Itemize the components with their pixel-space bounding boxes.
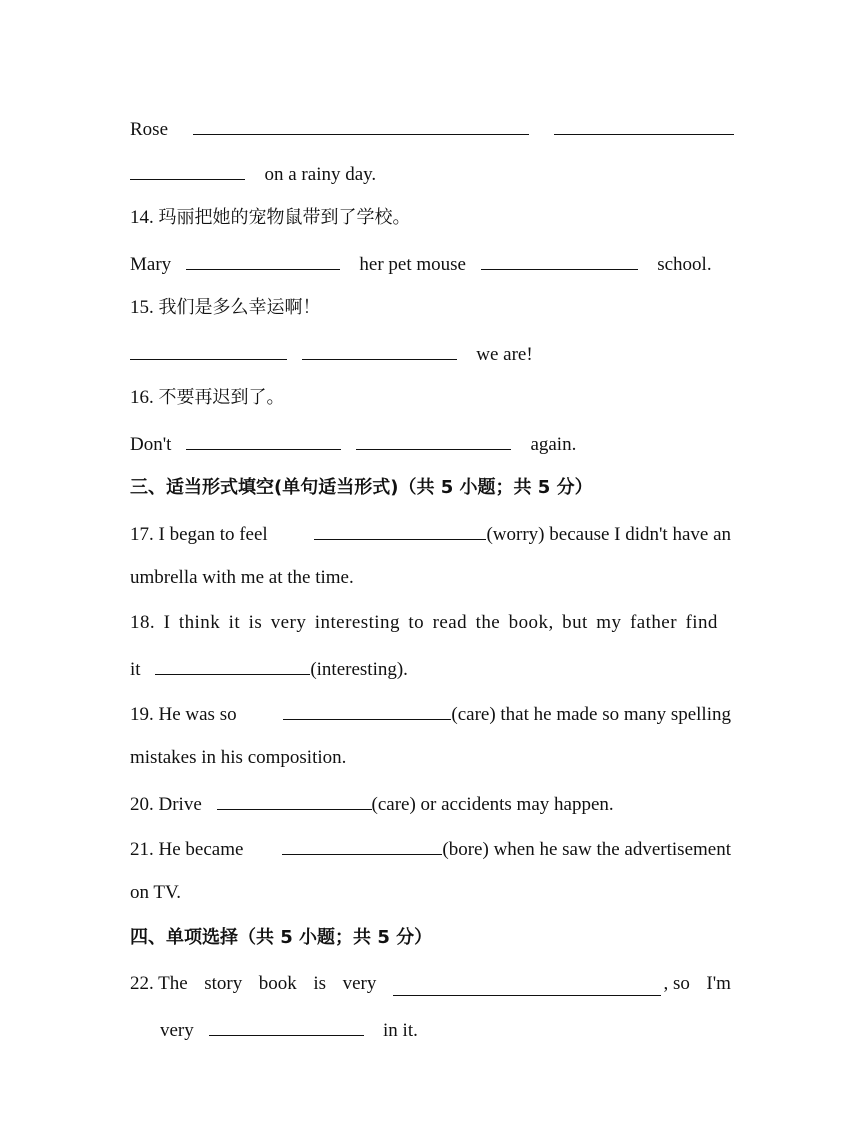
answer-blank[interactable] bbox=[186, 431, 341, 450]
q14-answer-line bbox=[130, 251, 731, 277]
q16-prompt bbox=[130, 386, 731, 410]
answer-blank[interactable] bbox=[481, 251, 638, 270]
q20-line bbox=[130, 791, 731, 817]
word: very bbox=[160, 1020, 194, 1041]
q21-line-2: on TV. bbox=[130, 882, 182, 903]
q22-line-2 bbox=[160, 1017, 731, 1043]
word: very bbox=[342, 973, 377, 994]
word: book bbox=[258, 973, 297, 994]
section-4-heading: 四、单项选择（共 5 小题；共 5 分） bbox=[130, 927, 433, 948]
q19-line-1 bbox=[130, 701, 731, 727]
question-text: 21. He became bbox=[130, 839, 244, 860]
q22-line-1 bbox=[130, 972, 731, 996]
q13-line-2 bbox=[130, 161, 731, 187]
answer-blank[interactable] bbox=[193, 116, 529, 135]
word: her pet mouse bbox=[359, 254, 466, 275]
word: Don't bbox=[130, 434, 172, 455]
q21-line-1 bbox=[130, 836, 731, 862]
answer-blank[interactable] bbox=[393, 977, 661, 996]
q13-tail: on a rainy day. bbox=[264, 164, 377, 185]
word: school. bbox=[657, 254, 712, 275]
q19-line-2: mistakes in his composition. bbox=[130, 747, 347, 768]
answer-blank[interactable] bbox=[283, 701, 451, 720]
chinese-sentence: 不要再迟到了。 bbox=[158, 387, 285, 408]
answer-blank[interactable] bbox=[217, 791, 372, 810]
question-text: 17. I began to feel bbox=[130, 524, 268, 545]
answer-blank[interactable] bbox=[130, 161, 245, 180]
word: we are! bbox=[476, 344, 533, 365]
word: it bbox=[130, 659, 141, 680]
word: story bbox=[204, 973, 243, 994]
answer-blank[interactable] bbox=[130, 341, 287, 360]
q15-prompt bbox=[130, 296, 731, 320]
q14-prompt bbox=[130, 206, 731, 230]
q13-line bbox=[130, 116, 731, 142]
word: , so bbox=[663, 973, 690, 994]
q16-answer-line bbox=[130, 431, 731, 457]
q15-answer-line bbox=[130, 341, 731, 367]
q18-line-1: 18. I think it is very interesting to read the book, but my father find bbox=[130, 612, 718, 633]
question-text: (bore) when he saw the advertisement bbox=[442, 839, 731, 860]
word: in it. bbox=[383, 1020, 418, 1041]
section-3-heading: 三、适当形式填空(单句适当形式)（共 5 小题；共 5 分） bbox=[130, 477, 593, 498]
answer-blank[interactable] bbox=[356, 431, 511, 450]
question-number: 15. bbox=[130, 297, 154, 318]
word: Mary bbox=[130, 254, 172, 275]
answer-blank[interactable] bbox=[314, 521, 486, 540]
answer-blank[interactable] bbox=[155, 656, 310, 675]
answer-blank[interactable] bbox=[554, 116, 734, 135]
chinese-sentence: 玛丽把她的宠物鼠带到了学校。 bbox=[158, 207, 411, 228]
q13-name: Rose bbox=[130, 119, 168, 140]
q18-line-2 bbox=[130, 656, 731, 682]
question-text: (care) that he made so many spelling bbox=[451, 704, 731, 725]
question-number: 16. bbox=[130, 387, 154, 408]
question-number: 14. bbox=[130, 207, 154, 228]
question-text: (worry) because I didn't have an bbox=[486, 524, 731, 545]
answer-blank[interactable] bbox=[186, 251, 340, 270]
q17-line-1 bbox=[130, 521, 731, 547]
q17-line-2: umbrella with me at the time. bbox=[130, 567, 354, 588]
question-text: 20. Drive bbox=[130, 794, 202, 815]
word: is bbox=[313, 973, 327, 994]
question-text: (interesting). bbox=[310, 659, 408, 680]
chinese-sentence: 我们是多么幸运啊！ bbox=[158, 297, 321, 318]
answer-blank[interactable] bbox=[302, 341, 457, 360]
question-text: 19. He was so bbox=[130, 704, 237, 725]
answer-blank[interactable] bbox=[209, 1017, 364, 1036]
question-text: (care) or accidents may happen. bbox=[371, 794, 614, 815]
word: 22. The bbox=[130, 973, 188, 994]
word: again. bbox=[530, 434, 577, 455]
word: I'm bbox=[706, 973, 731, 994]
answer-blank[interactable] bbox=[282, 836, 442, 855]
